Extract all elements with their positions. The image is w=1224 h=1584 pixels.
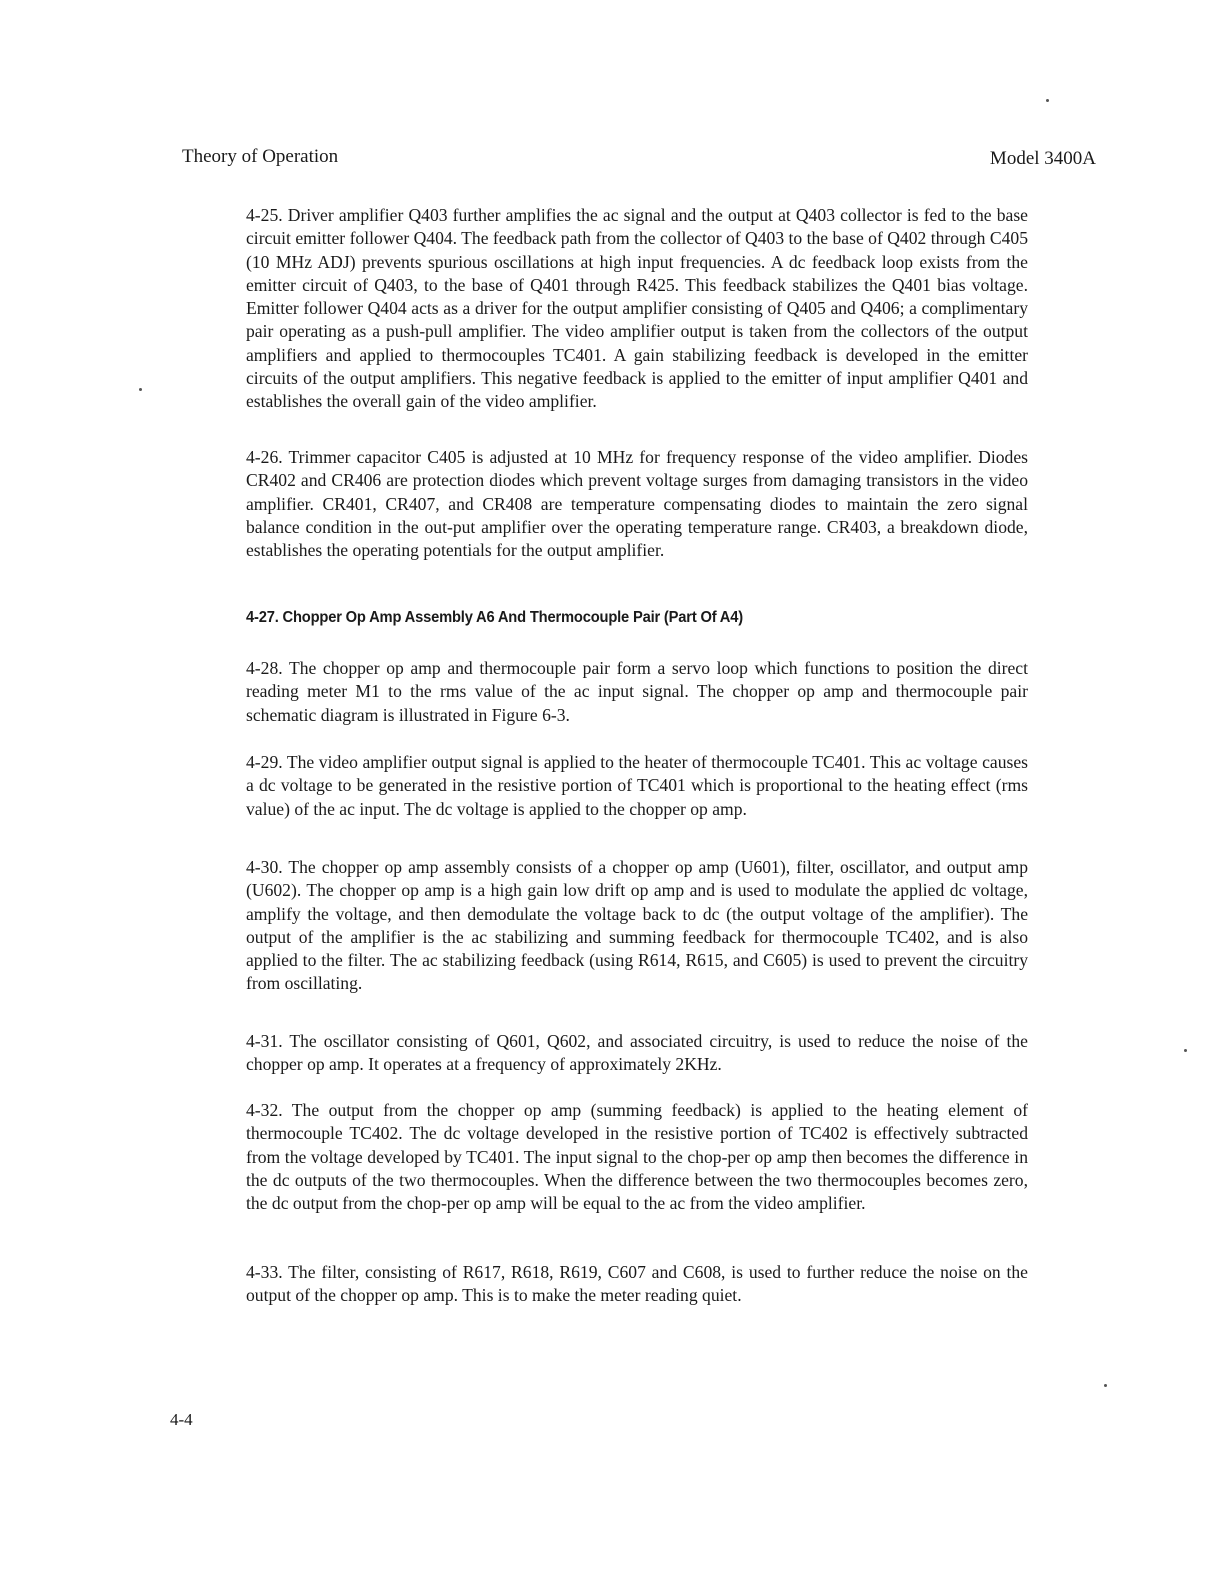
paragraph-4-31: 4-31. The oscillator consisting of Q601, Q602, and associated circuitry, is used to reduce the noise of the chopper op amp. It operates at a frequency of approximately 2KHz.: [246, 1031, 1028, 1075]
scan-speck: [1184, 1049, 1187, 1052]
paragraph-4-25: 4-25. Driver amplifier Q403 further amplifies the ac signal and the output at Q403 collector is fed to the base circuit emitter follower Q404. The feedback path from the collector of Q403 to the base of Q402 through C405 (10 MHz ADJ) prevents spurious oscillations at high input frequencies. A dc feedback loop exists from the emitter circuit of Q403, to the base of Q401 through R425. This feedback stabilizes the Q401 bias voltage. Emitter follower Q404 acts as a driver for the output amplifier consisting of Q405 and Q406; a complimentary pair operating as a push-pull amplifier. The video amplifier output is taken from the collectors of the output amplifiers and applied to thermocouples TC401. A gain stabilizing feedback is developed in the emitter circuits of the output amplifiers. This negative feedback is applied to the emitter of input amplifier Q401 and establishes the overall gain of the video amplifier.: [246, 205, 1028, 412]
scan-speck: [139, 388, 142, 391]
scan-speck: [1046, 99, 1049, 102]
paragraph-4-26: 4-26. Trimmer capacitor C405 is adjusted at 10 MHz for frequency response of the video amplifier. Diodes CR402 and CR406 are protection diodes which prevent voltage surges from damaging transistors in the video amplifier. CR401, CR407, and CR408 are temperature compensating diodes to maintain the zero signal balance condition in the out-put amplifier over the operating temperature range. CR403, a breakdown diode, establishes the operating potentials for the output amplifier.: [246, 447, 1028, 561]
section-heading-4-27: 4-27. Chopper Op Amp Assembly A6 And Thermocouple Pair (Part Of A4): [246, 609, 743, 626]
paragraph-4-29: 4-29. The video amplifier output signal is applied to the heater of thermocouple TC401. This ac voltage causes a dc voltage to be generated in the resistive portion of TC401 which is proportional to the heating effect (rms value) of the ac input. The dc voltage is applied to the chopper op amp.: [246, 752, 1028, 819]
scan-speck: [1104, 1384, 1107, 1387]
paragraph-4-28: 4-28. The chopper op amp and thermocouple pair form a servo loop which functions to position the direct reading meter M1 to the rms value of the ac input signal. The chopper op amp and thermocouple pair schematic diagram is illustrated in Figure 6-3.: [246, 658, 1028, 725]
paragraph-4-32: 4-32. The output from the chopper op amp (summing feedback) is applied to the heating element of thermocouple TC402. The dc voltage developed in the resistive portion of TC402 is effectively subtracted from the voltage developed by TC401. The input signal to the chop-per op amp then becomes the difference in the dc outputs of the two thermocouples. When the difference between the two thermocouples becomes zero, the dc output from the chop-per op amp will be equal to the ac from the video amplifier.: [246, 1100, 1028, 1214]
running-header-title: Theory of Operation: [182, 146, 339, 167]
running-header-model: Model 3400A: [989, 148, 1096, 169]
paragraph-4-33: 4-33. The filter, consisting of R617, R618, R619, C607 and C608, is used to further reduce the noise on the output of the chopper op amp. This is to make the meter reading quiet.: [246, 1262, 1028, 1306]
paragraph-4-30: 4-30. The chopper op amp assembly consists of a chopper op amp (U601), filter, oscillator, and output amp (U602). The chopper op amp is a high gain low drift op amp and is used to modulate the applied dc voltage, amplify the voltage, and then demodulate the voltage back to dc (the output voltage of the amplifier). The output of the amplifier is the ac stabilizing and summing feedback for thermocouple TC402, and is also applied to the filter. The ac stabilizing feedback (using R614, R615, and C605) is used to prevent the circuitry from oscillating.: [246, 857, 1028, 994]
page-number: 4-4: [170, 1410, 193, 1429]
